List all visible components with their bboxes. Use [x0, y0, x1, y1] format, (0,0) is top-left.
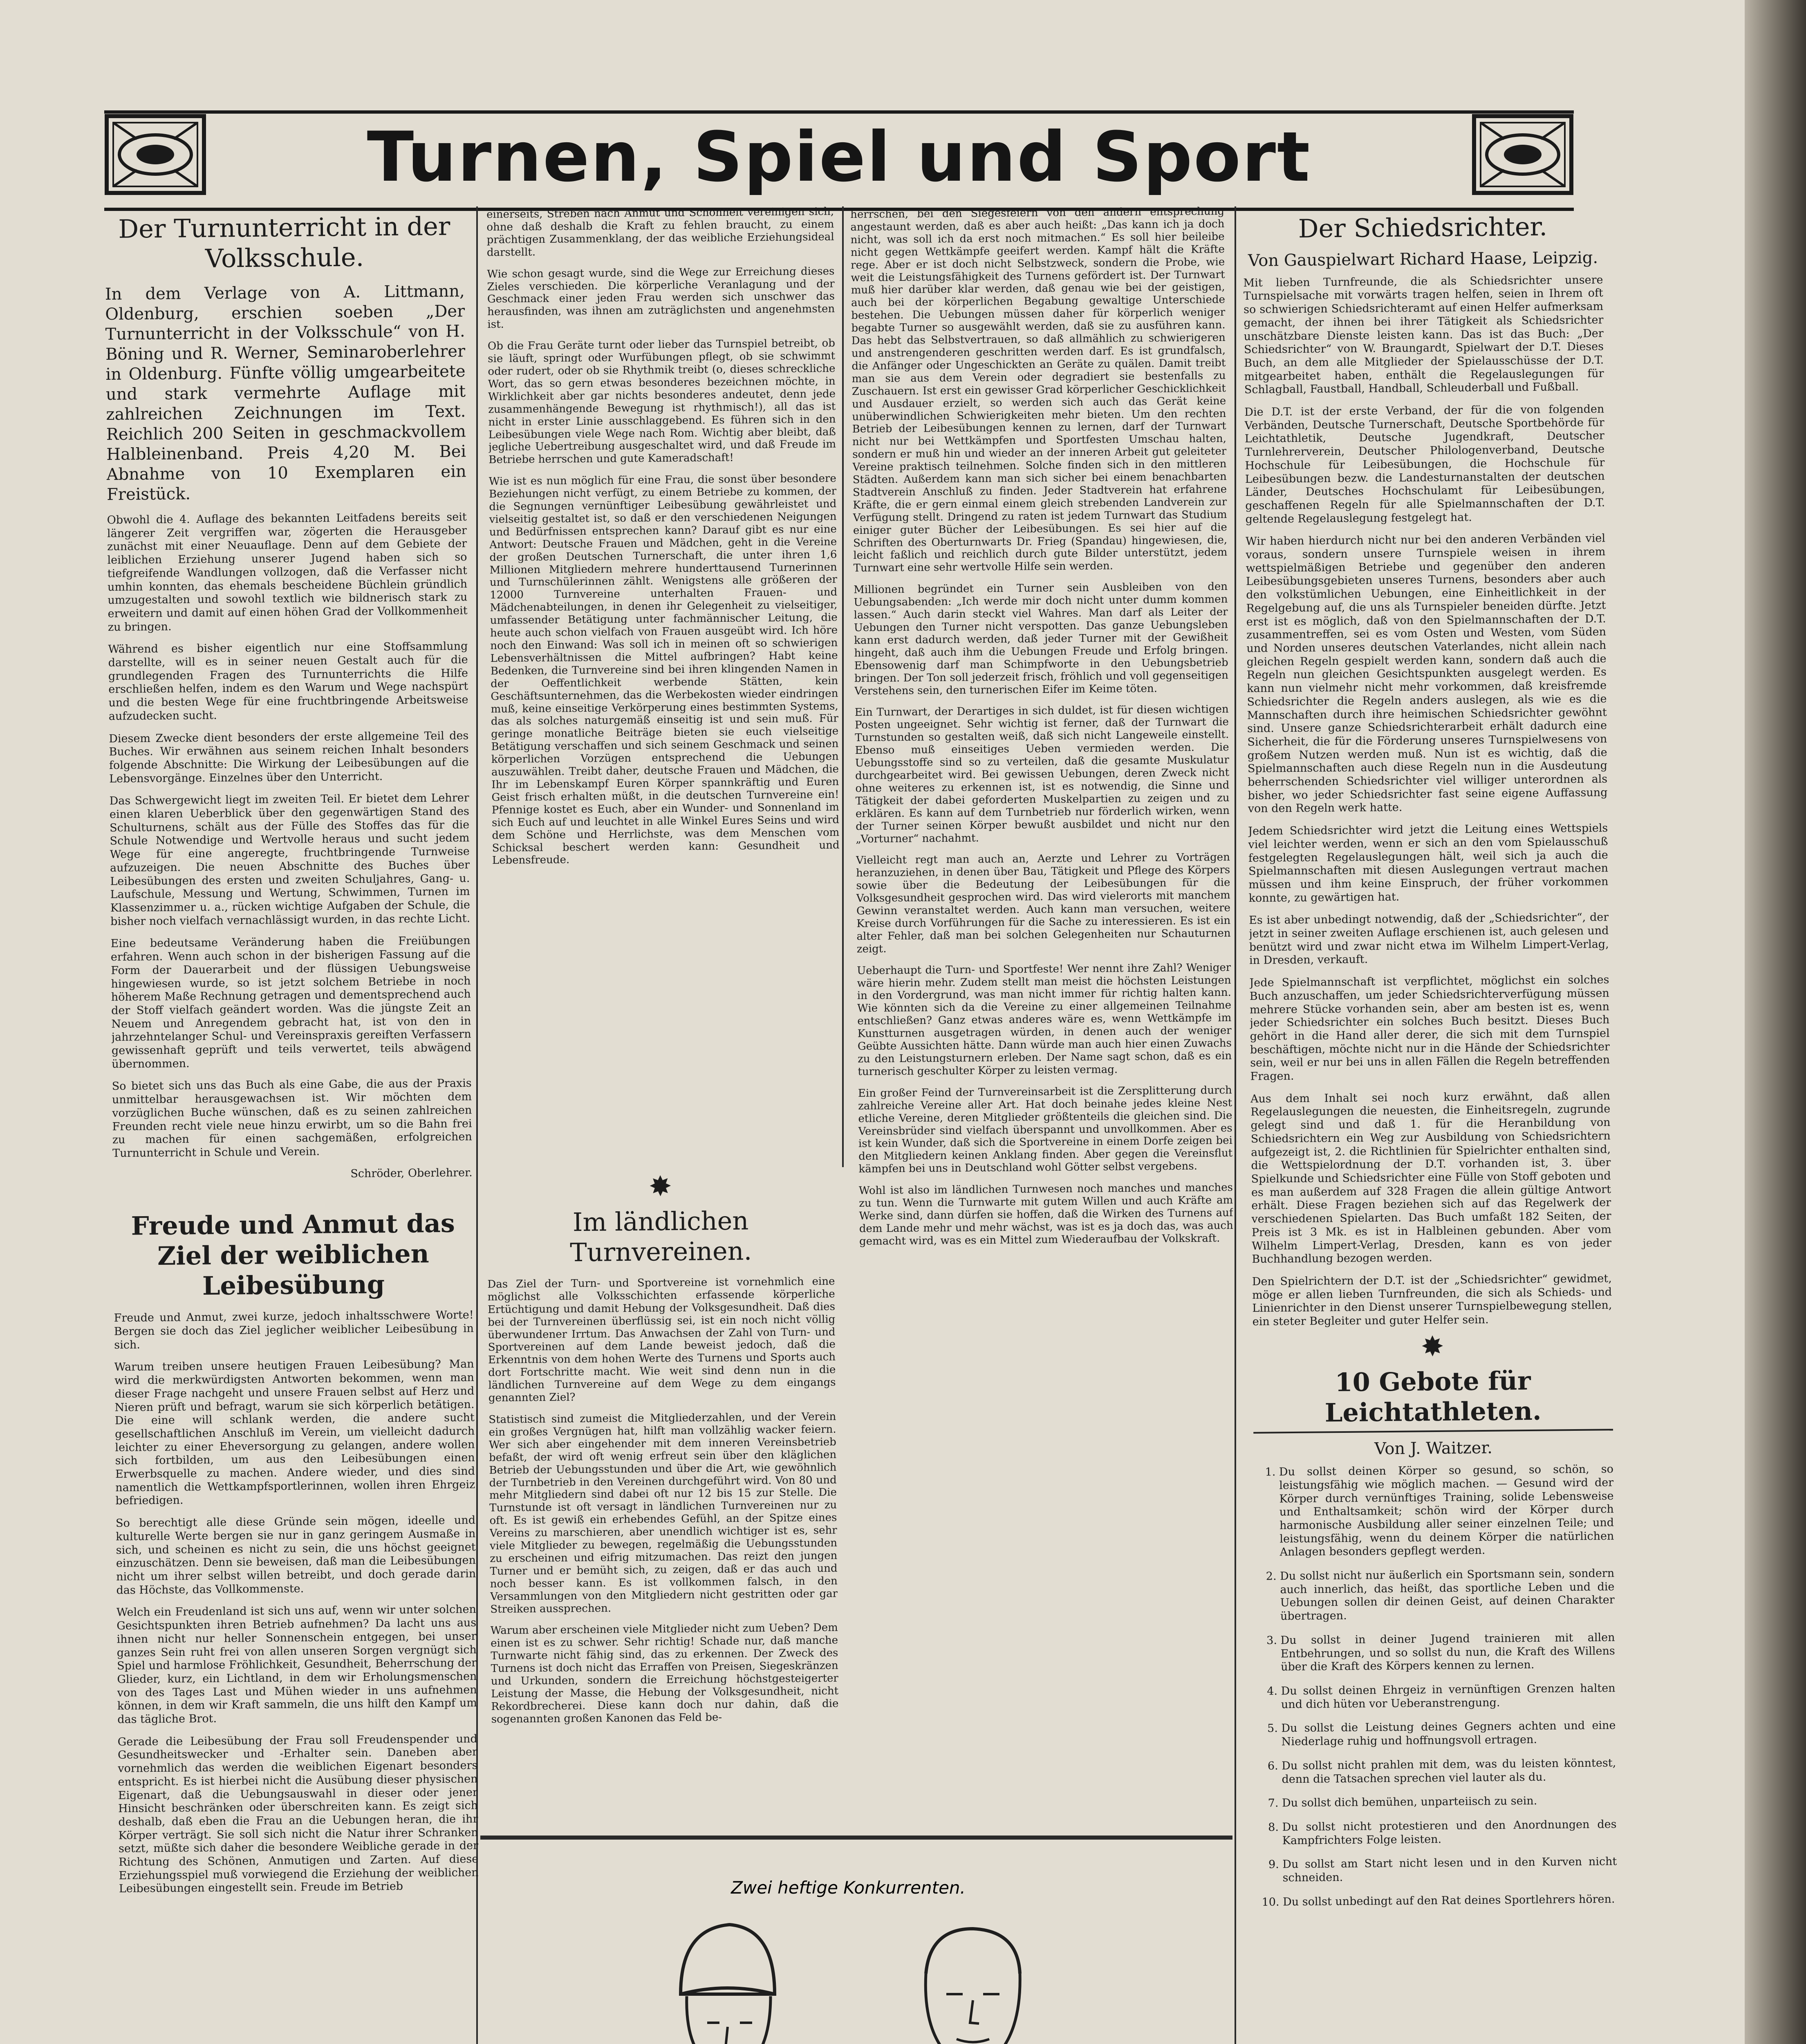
ford-portrait-icon — [619, 1904, 832, 2044]
article-title: 10 Gebote für Leichtathleten. — [1253, 1365, 1613, 1434]
article-title: Der Schiedsrichter. — [1298, 211, 1548, 244]
paragraph: Welch ein Freudenland ist sich uns auf, wenn wir unter solchen Gesichtspunkten ihren Betrieb aufnehmen? Da lacht uns aus ihnen nicht nur heller Sonnenschein entgegen, bei unser ganzes Sein ruht frei von allen unseren Sorgen vergnügt sich Spiel und harmlose Fröhlichkeit, Gesundheit, Beherrschung der Glieder, kurz, ein Lichtland, in dem wir Erholungsmenschen von des Tages Last und Mühen wieder in uns aufnehmen können, in dem wir Kraft sammeln, die uns hilft den Kampf um das tägliche Brot. — [116, 1603, 477, 1726]
paragraph: Diesem Zwecke dient besonders der erste allgemeine Teil des Buches. Wir erwähnen aus seinem reichen Inhalt besonders folgende Abschnitte: Die Wirkung der Leibesübungen auf die Lebensvorgänge. Einzelnes über den Unterricht. — [109, 729, 469, 785]
paragraph: Millionen begründet ein Turner sein Ausbleiben von den Uebungsabenden: „Ich werde mir doch nicht unter dumm kommen lassen.“ Auch darin steckt viel Wahres. Man darf als Leiter der Uebungen den Turner nicht verspotten. Das ganze Uebungsleben kann erst dadurch werden, daß jeder Turner mit der Gewißheit hingeht, daß auch ihm die Uebungen Freude und Erfolg bringen. Ebensowenig darf man Schimpfworte in den Uebungsbetrieb bringen. Der Ton soll jederzeit frisch, fröhlich und voll gegenseitigen Verstehens sein, den turnerischen Eifer im Keime töten. — [854, 580, 1229, 697]
signature: Schröder, Oberlehrer. — [350, 1166, 473, 1180]
list-item: 10. Du sollst unbedingt auf den Rat deines Sportlehrers hören. — [1283, 1893, 1617, 1909]
paragraph: herrschen, bei den Siegesfeiern von den andern entsprechung angestaunt werden, daß es aber auch heißt: „Das kann ich ja doch nicht, was soll ich da erst noch mitmachen.“ Es soll hier beileibe nicht gegen Wettkämpfe geeifert werden. Kampf hält die Kräfte rege. Aber er ist doch nicht Selbstzweck, sondern die Probe, wie weit die Leistungsfähigkeit des Turnens gefördert ist. Der Turnwart muß hier darüber klar werden, daß genau wie bei der geistigen, auch bei der körperlichen Begabung gewaltige Unterschiede bestehen. Die Uebungen müssen daher für körperlich weniger begabte Turner so ausgewählt werden, daß sie zu ausführen kann. Das hebt das Selbstvertrauen, so daß allmählich zu schwierigeren und anstrengenderen geschritten werden darf. Es ist grundfalsch, die Anfänger oder Ungeschickten an Geräte zu quälen. Damit treibt man sie aus dem Verein oder degradiert sie bestenfalls zu Zuschauern. Ist erst ein gewisser Grad körperlicher Geschicklichkeit und Ausdauer erzielt, so werden sich auch das Gerät keine unüberwindlichen Schwierigkeiten mehr bieten. Um den rechten Betrieb der Leibesübungen kennen zu lernen, darf der Turnwart nicht nur bei Wettkämpfen und Sportfesten Umschau halten, sondern er muß hin und wieder an der inneren Arbeit gut geleiteter Vereine praktisch teilnehmen. Solche finden sich in den mittleren Städten. Außerdem kann man sich sicher bei einem benachbarten Stadtverein Anschluß zu finden. Jeder Stadtverein hat erfahrene Kräfte, die er gern einmal einem gleich strebenden Landverein zur Verfügung stellt. Dringend zu raten ist jedem Turnwart das Studium einiger guter Bücher der Leibesübungen. Es sei hier auf die Schriften des Oberturnwarts Dr. Frieg (Spandau) hingewiesen, die, leicht faßlich und reichlich durch gute Bilder unterstützt, jedem Turnwart eine sehr wertvolle Hilfe sein werden. — [850, 205, 1228, 575]
illustration-title: Zwei heftige Konkurrenten. — [731, 1878, 966, 1898]
article-title: Freude und Anmut das Ziel der weiblichen Leibesübung — [131, 1208, 455, 1301]
column-1 — [104, 205, 483, 2044]
column-2-bottom — [486, 1166, 840, 1827]
list-item: 3. Du sollst in deiner Jugend trainieren mit allen Entbehrungen, und so sollst du nun, die Kraft des Willens über die Kraft des Körpers kennen zu lernen. — [1280, 1631, 1615, 1674]
paragraph: Wie ist es nun möglich für eine Frau, die sonst über besondere Beziehungen nicht verfügt, zu einem Betriebe zu kommen, der die Segnungen vernünftiger Leibesübung gewährleistet und vielseitig gestaltet ist, so daß er den verschiedenen Neigungen und Bedürfnissen entsprechen kann? Darauf gibt es nur eine Antwort: Deutsche Frauen und Mädchen, geht in die Vereine der großen Deutschen Turnerschaft, die unter ihren 1,6 Millionen Mitgliedern mehrere hunderttausend Turnerinnen und Turnschülerinnen zählt. Wenigstens alle größeren der 12000 Turnvereine unterhalten Frauen- und Mädchenabteilungen, in denen ihr Gelegenheit zu vielseitiger, umfassender Betätigung unter fachmännischer Leitung, die heute auch schon vielfach von Frauen ausgeübt wird. Ich höre noch den Einwand: Was soll ich in meinen oft so schwierigen Lebensverhältnissen die Mittel aufbringen? Habt keine Bedenken, die Turnvereine sind bei ihren klingenden Namen in der Oeffentlichkeit werbende Stätten, kein Geschäftsunternehmen, das die Werbekosten wieder eindringen muß, keine einseitige Verkörperung eines bestimmten Systems, das als solches naturgemäß einseitig ist und sein muß. Für geringe monatliche Beiträge bieten sie euch vielseitige Betätigung verschaffen und sich seinem Geschmack und seinen körperlichen Vorzügen entsprechend die Uebungen auszuwählen. Treibt daher, deutsche Frauen und Mädchen, die Ihr im Lebenskampf Euren Körper spannkräftig und Euren Geist frisch erhalten müßt, in die deutschen Turnvereine ein! Pfennige kostet es Euch, aber ein Wunder- und Sonnenland im sich Euch auf und leuchtet in alle Winkel Eures Seins und wird dem Schöne und Herrlichste, was dem Menschen vom Schicksal beschert werden kann: Gesundheit und Lebensfreude. — [488, 472, 840, 867]
paragraph: Jedem Schiedsrichter wird jetzt die Leitung eines Wettspiels viel leichter werden, wenn er sich an den vom Spielausschuß festgelegten Regelauslegungen hält, weil sich ja auch die Spielmannschaften mit diesen Auslegungen vertraut machen müssen und ihm keine Einspruch, der früher vorkommen konnte, zu gewärtigen hat. — [1248, 822, 1609, 905]
paragraph: Statistisch sind zumeist die Mitgliederzahlen, und der Verein ein großes Vergnügen hat, hilft man vollzählig wacker feiern. Wer sich aber eingehender mit dem inneren Vereinsbetrieb befaßt, der wird oft wenig erfreut sein über den kläglichen Betrieb der Uebungsstunden und über die Art, wie gewöhnlich der Turnbetrieb in den Vereinen durchgeführt wird. Von 80 und mehr Mitgliedern sind dabei oft nur 12 bis 15 zur Stelle. Die Turnstunde ist oft versagt in ländlichen Turnvereinen nur zu oft. Es ist gewiß ein erhebendes Gefühl, an der Spitze eines Vereins zu marschieren, aber unendlich wichtiger ist es, sehr viele Mitglieder zu bewegen, regelmäßig die Uebungsstunden zu erscheinen und eifrig mitzumachen. Das reizt den jungen Turner und er bemüht sich, zu zeigen, daß er das auch und noch besser kann. Es ist vollkommen falsch, in den Versammlungen von den Mitgliedern nicht gestritten oder gar Streiken aussprechen. — [488, 1410, 838, 1616]
morgan-portrait-icon — [860, 1912, 1081, 2044]
paragraph: Warum aber erscheinen viele Mitglieder nicht zum Ueben? Dem einen ist es zu schwer. Sehr richtig! Schade nur, daß manche Turnwarte nicht fähig sind, das zu erkennen. Der Zweck des Turnens ist doch nicht das Erraffen von Preisen, Siegeskränzen und Urkunden, sondern die Erreichung höchstgesteigerter Leistung der Masse, die Hebung der Volksgesundheit, nicht Rekordbrecherei. Diese kann doch nur dahin, daß die sogenannten großen Kanonen das Feld be- — [490, 1622, 839, 1726]
list-item: 5. Du sollst die Leistung deines Gegners achten und eine Niederlage ruhig und hoffnungsvoll ertragen. — [1281, 1719, 1616, 1749]
paragraph: Ueberhaupt die Turn- und Sportfeste! Wer nennt ihre Zahl? Weniger wäre hierin mehr. Zudem stellt man meist die höchsten Leistungen in den Vordergrund, was man nicht immer für richtig halten kann. Wie könnten sich da die Vereine zu einer allgemeinen Teilnahme entschließen? Ganz etwas anderes wäre es, wenn Wettkämpfe im Kunstturnen ausgetragen würden, in denen auch der weniger Geübte Aussichten hätte. Dann würde man auch hier einen Zuwachs zu den Leistungsturnern erleben. Der Name sagt schon, daß es ein turnerisch geschulter Körper zu leisten vermag. — [857, 961, 1232, 1078]
star-divider-icon: ✸ — [648, 1170, 672, 1203]
illustration-block — [480, 1859, 1232, 2044]
paragraph: Vielleicht regt man auch an, Aerzte und Lehrer zu Vorträgen heranzuziehen, in denen über Bau, Tätigkeit und Pflege des Körpers sowie über die Bedeutung der Leibesübungen für die Volksgesundheit gesprochen wird. Das wird vielerorts mit manchem Gewinn veranstaltet werden. Auch kann man versuchen, weitere Kreise durch Vorführungen für die Sache zu interessieren. Es ist ein alter Fehler, daß man bei solchen Gelegenheiten nur Schauturnen zeigt. — [856, 851, 1231, 955]
paragraph: Aus dem Inhalt sei noch kurz erwähnt, daß allen Regelauslegungen die neuesten, die Einheitsregeln, zugrunde gelegt sind und daß 1. für die Heranbildung von Schiedsrichtern ein Weg zur Ausbildung von Schiedsrichtern aufgezeigt ist, 2. die Richtlinien für Spielrichter enthalten sind, die Wettspielordnung der D.T. vorhanden ist, 3. über Spielkunde und Schiedsrichter eine Fülle von Stoff geboten und es man außerdem auf 328 Fragen die allein gültige Antwort erhält. Diese Fragen beziehen sich auf das Regelwerk der verschiedenen Spielarten. Das Buch umfaßt 182 Seiten, der Preis ist 3 Mk. es ist in Halbleinen gebunden. Aber vom Wilhelm Limpert-Verlag, Dresden, kann es von jeder Buchhandlung bezogen werden. — [1250, 1089, 1612, 1266]
list-item: 7. Du sollst dich bemühen, unparteiisch zu sein. — [1282, 1794, 1616, 1810]
book-note: In dem Verlage von A. Littmann, Oldenburg, erschien soeben „Der Turnunterricht in der Volksschule“ von H. Böning und R. Werner, Seminaroberlehrer in Oldenburg. Fünfte völlig umgearbeitete und stark vermehrte Auflage mit zahlreichen Zeichnungen im Text. Reichlich 200 Seiten in geschmackvollem Halbleinenband. Preis 4,20 M. Bei Abnahme von 10 Exemplaren ein Freistück. — [105, 282, 466, 504]
masthead-title: Turnen, Spiel und Sport — [367, 117, 1311, 197]
paragraph: Warum treiben unsere heutigen Frauen Leibesübung? Man wird die merkwürdigsten Antworten bekommen, wenn man dieser Frage nachgeht und unsere Frauen selbst auf Herz und Nieren prüft und befragt, warum sie sich körperlich betätigen. Die eine will schlank werden, die andere sucht gesellschaftlichen Anschluß im Verein, um vielleicht dadurch leichter zu einer Eheversorgung zu gelangen, andere wollen sich fortbilden, um aus den Leibesübungen einen Erwerbsquelle zu machen. Andere wieder, und dies sind namentlich die Wettkampfsportlerinnen, wollen ihren Ehrgeiz befriedigen. — [114, 1358, 475, 1508]
list-item: 6. Du sollst nicht prahlen mit dem, was du leisten könntest, denn die Tatsachen sprechen viel lauter als du. — [1282, 1757, 1616, 1786]
commandments-list — [1254, 1463, 1617, 1909]
column-4 — [1243, 205, 1621, 2044]
paragraph: Während es bisher eigentlich nur eine Stoffsammlung darstellte, will es in seiner neuen Gestalt auch für die grundlegenden Fragen des Turnunterrichts die Hilfe erschließen helfen, indem es den Warum und Wege nachspürt und die besten Wege für eine fruchtbringende Arbeitsweise aufzudecken sucht. — [108, 640, 468, 723]
paragraph: einerseits, Streben nach Anmut und Schönheit vereinigen sich, ohne daß deshalb die Kraft zu fehlen braucht, zu einem prächtigen Zusammenklang, der das weibliche Erziehungsideal darstellt. — [486, 205, 834, 259]
byline: Von J. Waitzer. — [1374, 1439, 1493, 1459]
illustration-rule — [480, 1836, 1232, 1840]
column-3 — [850, 205, 1239, 1827]
paragraph: Obwohl die 4. Auflage des bekannten Leitfadens bereits seit längerer Zeit vergriffen war, zögerten die Herausgeber zunächst mit einer Neuauflage. Denn auf dem Gebiete der leiblichen Erziehung unserer Jugend haben sich so tiefgreifende Wandlungen vollzogen, daß die Verfasser nicht umhin konnten, das ehemals bescheidene Büchlein gründlich umzugestalten und sowohl textlich wie bildnerisch stark zu erweitern und damit auf einen höhen Grad der Vollkommenheit zu bringen. — [107, 511, 468, 634]
paragraph: Es ist aber unbedingt notwendig, daß der „Schiedsrichter“, der jetzt in seiner zweiten Auflage erschienen ist, auch gelesen und benützt wird und zwar nicht etwa im Wilhelm Limpert-Verlag, in Dresden, verkauft. — [1249, 911, 1609, 967]
paragraph: Jede Spielmannschaft ist verpflichtet, möglichst ein solches Buch anzuschaffen, um jeder Schiedsrichterverfügung müssen mehrere Stücke vorhanden sein, aber am besten ist es, wenn jeder Schiedsrichter ein solches Buch besitzt. Dieses Buch gehört in die Hand aller derer, die sich mit dem Turnspiel beschäftigen, möchte nicht nur in die Hände der Schiedsrichter sein, weil er nur bei uns in allen Fällen die Regeln betreffenden Fragen. — [1249, 973, 1610, 1083]
column-rule — [842, 206, 844, 1167]
paragraph: Wir haben hierdurch nicht nur bei den anderen Verbänden viel voraus, sondern unsere Turnspiele weisen in ihrem wettspielmäßigen Betriebe und gegenüber den anderen Leibesübungsgebieten unseres Turnens, besonders aber auch den volkstümlichen Uebungen, eine Einheitlichkeit in der Regelgebung auf, die uns als Turnspieler beneiden dürfte. Jetzt erst ist es möglich, daß von den Spielmannschaften der D.T. zusammentreffen, sei es vom Osten und Westen, vom Süden und Norden unseres deutschen Vaterlandes, nicht allein nach gleichen Regeln gespielt werden kann, sondern daß auch die Regeln nun gleichen Gesichtspunkten ausgelegt werden. Es kann nun vielmehr nicht mehr vorkommen, daß kreisfremde Schiedsrichter die Regeln anders auslegen, als wie es die Mannschaften durch ihre heimischen Schiedsrichter gewöhnt sind. Unsere ganze Schiedsrichterarbeit erhält dadurch eine Sicherheit, die für die Förderung unseres Turnspielwesens von großem Nutzen werden muß. Nun ist es wichtig, daß die Spielmannschaften auch diese Regeln nun in die Ausdeutung beherrschenden Schiedsrichter viel williger unterordnen als bisher, wo jeder Schiedsrichter fast seine eigene Auffassung von den Regeln werk hatte. — [1245, 532, 1608, 816]
list-item: 8. Du sollst nicht protestieren und den Anordnungen des Kampfrichters Folge leisten. — [1282, 1818, 1617, 1848]
paragraph: So bietet sich uns das Buch als eine Gabe, die aus der Praxis unmittelbar herausgewachsen ist. Wir möchten dem vorzüglichen Buche wünschen, daß es zu seinen zahlreichen Freunden recht viele neue hinzu erwirbt, um so die Bahn frei zu machen für einen sachgemäßen, erfolgreichen Turnunterricht in Schule und Verein. — [112, 1077, 472, 1160]
column-2-top — [486, 206, 842, 1165]
list-item: 2. Du sollst nicht nur äußerlich ein Sportsmann sein, sondern auch innerlich, das heißt, das sportliche Leben und die Uebungen sollen dir deinen Geist, auf deinen Charakter übertragen. — [1280, 1567, 1615, 1623]
list-item: 9. Du sollst am Start nicht lesen und in den Kurven nicht schneiden. — [1282, 1855, 1617, 1885]
paragraph: Ein Turnwart, der Derartiges in sich duldet, ist für diesen wichtigen Posten ungeeignet. Sehr wichtig ist ferner, daß der Turnwart die Turnstunden so gestalten weiß, daß sich nicht Langeweile einstellt. Ebenso muß einseitiges Ueben vermieden werden. Die Uebungsstoffe sind so zu verteilen, daß die gesamte Muskulatur durchgearbeitet wird. Bei gewissen Uebungen, deren Zweck nicht ohne weiteres zu erkennen ist, ist es notwendig, die Sinne und Tätigkeit der dabei geforderten Muskelpartien zu zeigen und zu erklären. Es kann auf dem Turnbetrieb nur förderlich wirken, wenn der Turner seinen Körper bewußt ausbildet und nicht nur den „Vorturner“ nachahmt. — [854, 703, 1230, 845]
paragraph: So berechtigt alle diese Gründe sein mögen, ideelle und kulturelle Werte bergen sie nur in ganz geringem Ausmaße in sich, und scheinen es nicht zu sein, die uns höchst geeignet einzuschätzen. Denn sie beweisen, daß man die Leibesübungen nicht um ihrer selbst willen betreibt, und doch gerade darin das Höchste, das Vollkommenste. — [115, 1514, 476, 1597]
article-title: Im ländlichen Turnvereinen. — [569, 1206, 752, 1268]
paragraph: Freude und Anmut, zwei kurze, jedoch inhaltsschwere Worte! Bergen sie doch das Ziel jeglicher weiblicher Leibesübung in sich. — [114, 1309, 474, 1351]
paragraph: Eine bedeutsame Veränderung haben die Freiübungen erfahren. Wenn auch schon in der bisherigen Fassung auf die Form der Dauerarbeit und der flüssigen Uebungsweise hingewiesen wurde, so ist jetzt solchem Betriebe in noch höherem Maße Rechnung getragen und dementsprechend auch der Stoff vielfach geändert worden. Was die jüngste Zeit an Neuem und Anregendem gebracht hat, ist von den in jahrzehntelanger Schul- und Vereinspraxis gereiften Verfassern gewissenhaft geprüft und teils verwertet, teils abwägend übernommen. — [110, 934, 472, 1071]
paragraph: Wohl ist also im ländlichen Turnwesen noch manches und manches zu tun. Wenn die Turnwarte mit gutem Willen und auch Kräfte am Werke sind, dann dürfen sie hoffen, daß die Wirken des Turnens auf dem Lande mehr und mehr wächst, was ist es ja doch das, was auch gemacht wird, was es ein Mittel zum Wiederaufbau der Volkskraft. — [858, 1181, 1233, 1248]
section-header — [104, 110, 1574, 211]
star-divider-icon: ✸ — [1421, 1330, 1445, 1363]
binding-edge — [1745, 0, 1806, 2044]
paragraph: Wie schon gesagt wurde, sind die Wege zur Erreichung dieses Zieles verschieden. Die körperliche Veranlagung und der Geschmack einer jeden Frau werden sich unschwer das herausfinden, was ihnen am zuträglichsten und angenehmsten ist. — [487, 265, 835, 331]
list-item: 4. Du sollst deinen Ehrgeiz in vernünftigen Grenzen halten und dich hüten vor Ueberanstrengung. — [1281, 1682, 1616, 1712]
list-item: 1. Du sollst deinen Körper so gesund, so schön, so leistungsfähig wie möglich machen. — Gesund wird der Körper durch vernünftiges Training, solide Lebensweise und Enthaltsamkeit; schön wird der Körper durch harmonische Ausbildung aller seiner einzelnen Teile; und leistungsfähig, wenn du deinem Körper die natürlichen Anlagen besonders gepflegt werden. — [1279, 1463, 1614, 1559]
paragraph: Die D.T. ist der erste Verband, der für die von folgenden Verbänden, Deutsche Turnerschaft, Deutsche Sportbehörde für Leichtathletik, Deutsche Jugendkraft, Deutscher Turnlehrerverein, Deutscher Philologenverband, Deutsche Hochschule für Leibesübungen, die Hochschule für Leibesübungen bezw. die Landesturnanstalten der deutschen Länder, Deutsches Hochschulamt für Leibesübungen, geschaffenen Regeln für alle Spielmannschaften der D.T. geltende Regelauslegung festgelegt hat. — [1244, 403, 1605, 526]
paragraph: Das Ziel der Turn- und Sportvereine ist vornehmlich eine möglichst alle Volksschichten erfassende körperliche Ertüchtigung und damit Hebung der Volksgesundheit. Daß dies bei der Turnvereinen überflüssig sei, ist ein noch nicht völlig überwundener Irrtum. Das Anwachsen der Zahl von Turn- und Sportvereinen auf dem Lande beweist jedoch, daß die Erkenntnis von dem hohen Werte des Turnens und Sports auch dort Fortschritte macht. Wie weit sind denn nun in die ländlichen Turnvereine auf dem Wege zu dem eingangs genannten Ziel? — [487, 1275, 836, 1405]
paragraph: Den Spielrichtern der D.T. ist der „Schiedsrichter“ gewidmet, möge er allen lieben Turnfreunden, die sich als Schieds- und Linienrichter in den Dienst unserer Turnspielbewegung stellen, ein steter Begleiter und guter Helfer sein. — [1252, 1272, 1612, 1328]
byline: Von Gauspielwart Richard Haase, Leipzig. — [1248, 248, 1598, 270]
paragraph: Ob die Frau Geräte turnt oder lieber das Turnspiel betreibt, ob sie läuft, springt oder Wurfübungen pflegt, ob sie schwimmt oder rudert, oder ob sie Rhythmik treibt (o, dieses schreckliche Wort, das so gern etwas besonderes bezeichnen möchte, in Wirklichkeit aber gar nichts besonderes andeutet, denn jede zusammenhängende Bewegung ist rhythmisch!), all das ist nicht in erster Linie ausschlaggebend. Es führen sich in den Leibesübungen viele Wege nach Rom. Wichtig aber bleibt, daß jegliche Uebertreibung ausgeschaltet wird, und daß Freude im Betriebe herrschen und gute Kameradschaft! — [487, 337, 836, 466]
article-title: Der Turnunterricht in der Volksschule. — [118, 211, 450, 273]
paragraph: Das Schwergewicht liegt im zweiten Teil. Er bietet dem Lehrer einen klaren Ueberblick über den gegenwärtigen Stand des Schulturnens, schält aus der Fülle des Stoffes das für die Schule Notwendige und Wertvolle heraus und sucht jedem Wege für eine angeregte, fruchtbringende Turnweise aufzuzeigen. Die neuen Abschnitte des Buches über Leibesübungen des ersten und zweiten Schuljahres, Gang- u. Laufschule, Messung und Wertung, Schwimmen, Turnen im Klassenzimmer u. a., rücken wichtige Aufgaben der Schule, die bisher noch vielfach vernachlässigt wurden, in das rechte Licht. — [109, 791, 471, 928]
paragraph: Ein großer Feind der Turnvereinsarbeit ist die Zersplitterung durch zahlreiche Vereine aller Art. Hat doch beinahe jedes kleine Nest etliche Vereine, deren Mitglieder größtenteils die gleichen sind. Die Vereinsbrüder sind vielfach überspannt und unvollkommen. Aber es ist kein Wunder, daß sich die Sportvereine in einem Dorfe zeigen bei den Mitgliedern keinen Anklang finden. Aber gegen die Vereinsflut kämpfen bei uns in Deutschland wohl Götter selbst vergebens. — [858, 1084, 1233, 1176]
paragraph: Mit lieben Turnfreunde, die als Schiedsrichter unsere Turnspielsache mit vorwärts tragen helfen, seien in Ihrem oft so schwierigen Schiedsrichteramt auf einen Helfer aufmerksam gemacht, der ihnen bei ihrer Tätigkeit als Schiedsrichter unschätzbare Dienste leisten kann. Das ist das Buch: „Der Schiedsrichter“ von W. Braungardt, Spielwart der D.T. Dieses Buch, an dem alle Mitglieder der Spielausschüsse der D.T. mitgearbeitet haben, enthält die Regelauslegungen für Schlagball, Faustball, Handball, Schleuderball und Fußball. — [1243, 273, 1604, 397]
right-ornament-icon — [1472, 114, 1574, 195]
paragraph: Gerade die Leibesübung der Frau soll Freudenspender und Gesundheitswecker und -Erhalter sein. Daneben aber vornehmlich das werden die weiblichen Eigenart besonders entspricht. Es ist hierbei nicht die Ausübung dieser physischen Eigenart, daß die Uebungsauswahl in dieser oder jener Hinsicht beschränken oder überschreiten kann. Es zeigt sich deshalb, daß eben die Frau an die Uebungen heran, die ihr Körper verträgt. Sie soll sich nicht die Natur ihrer Schranken setzt, müßte sich daher die besondere Weibliche gerade in der Richtung des Schönen, Anmutigen und Zarten. Auf diese Erziehungsspiel muß vorwiegend die Erziehung der weiblichen Leibesübungen eingestellt sein. Freude im Betrieb — [117, 1732, 479, 1896]
